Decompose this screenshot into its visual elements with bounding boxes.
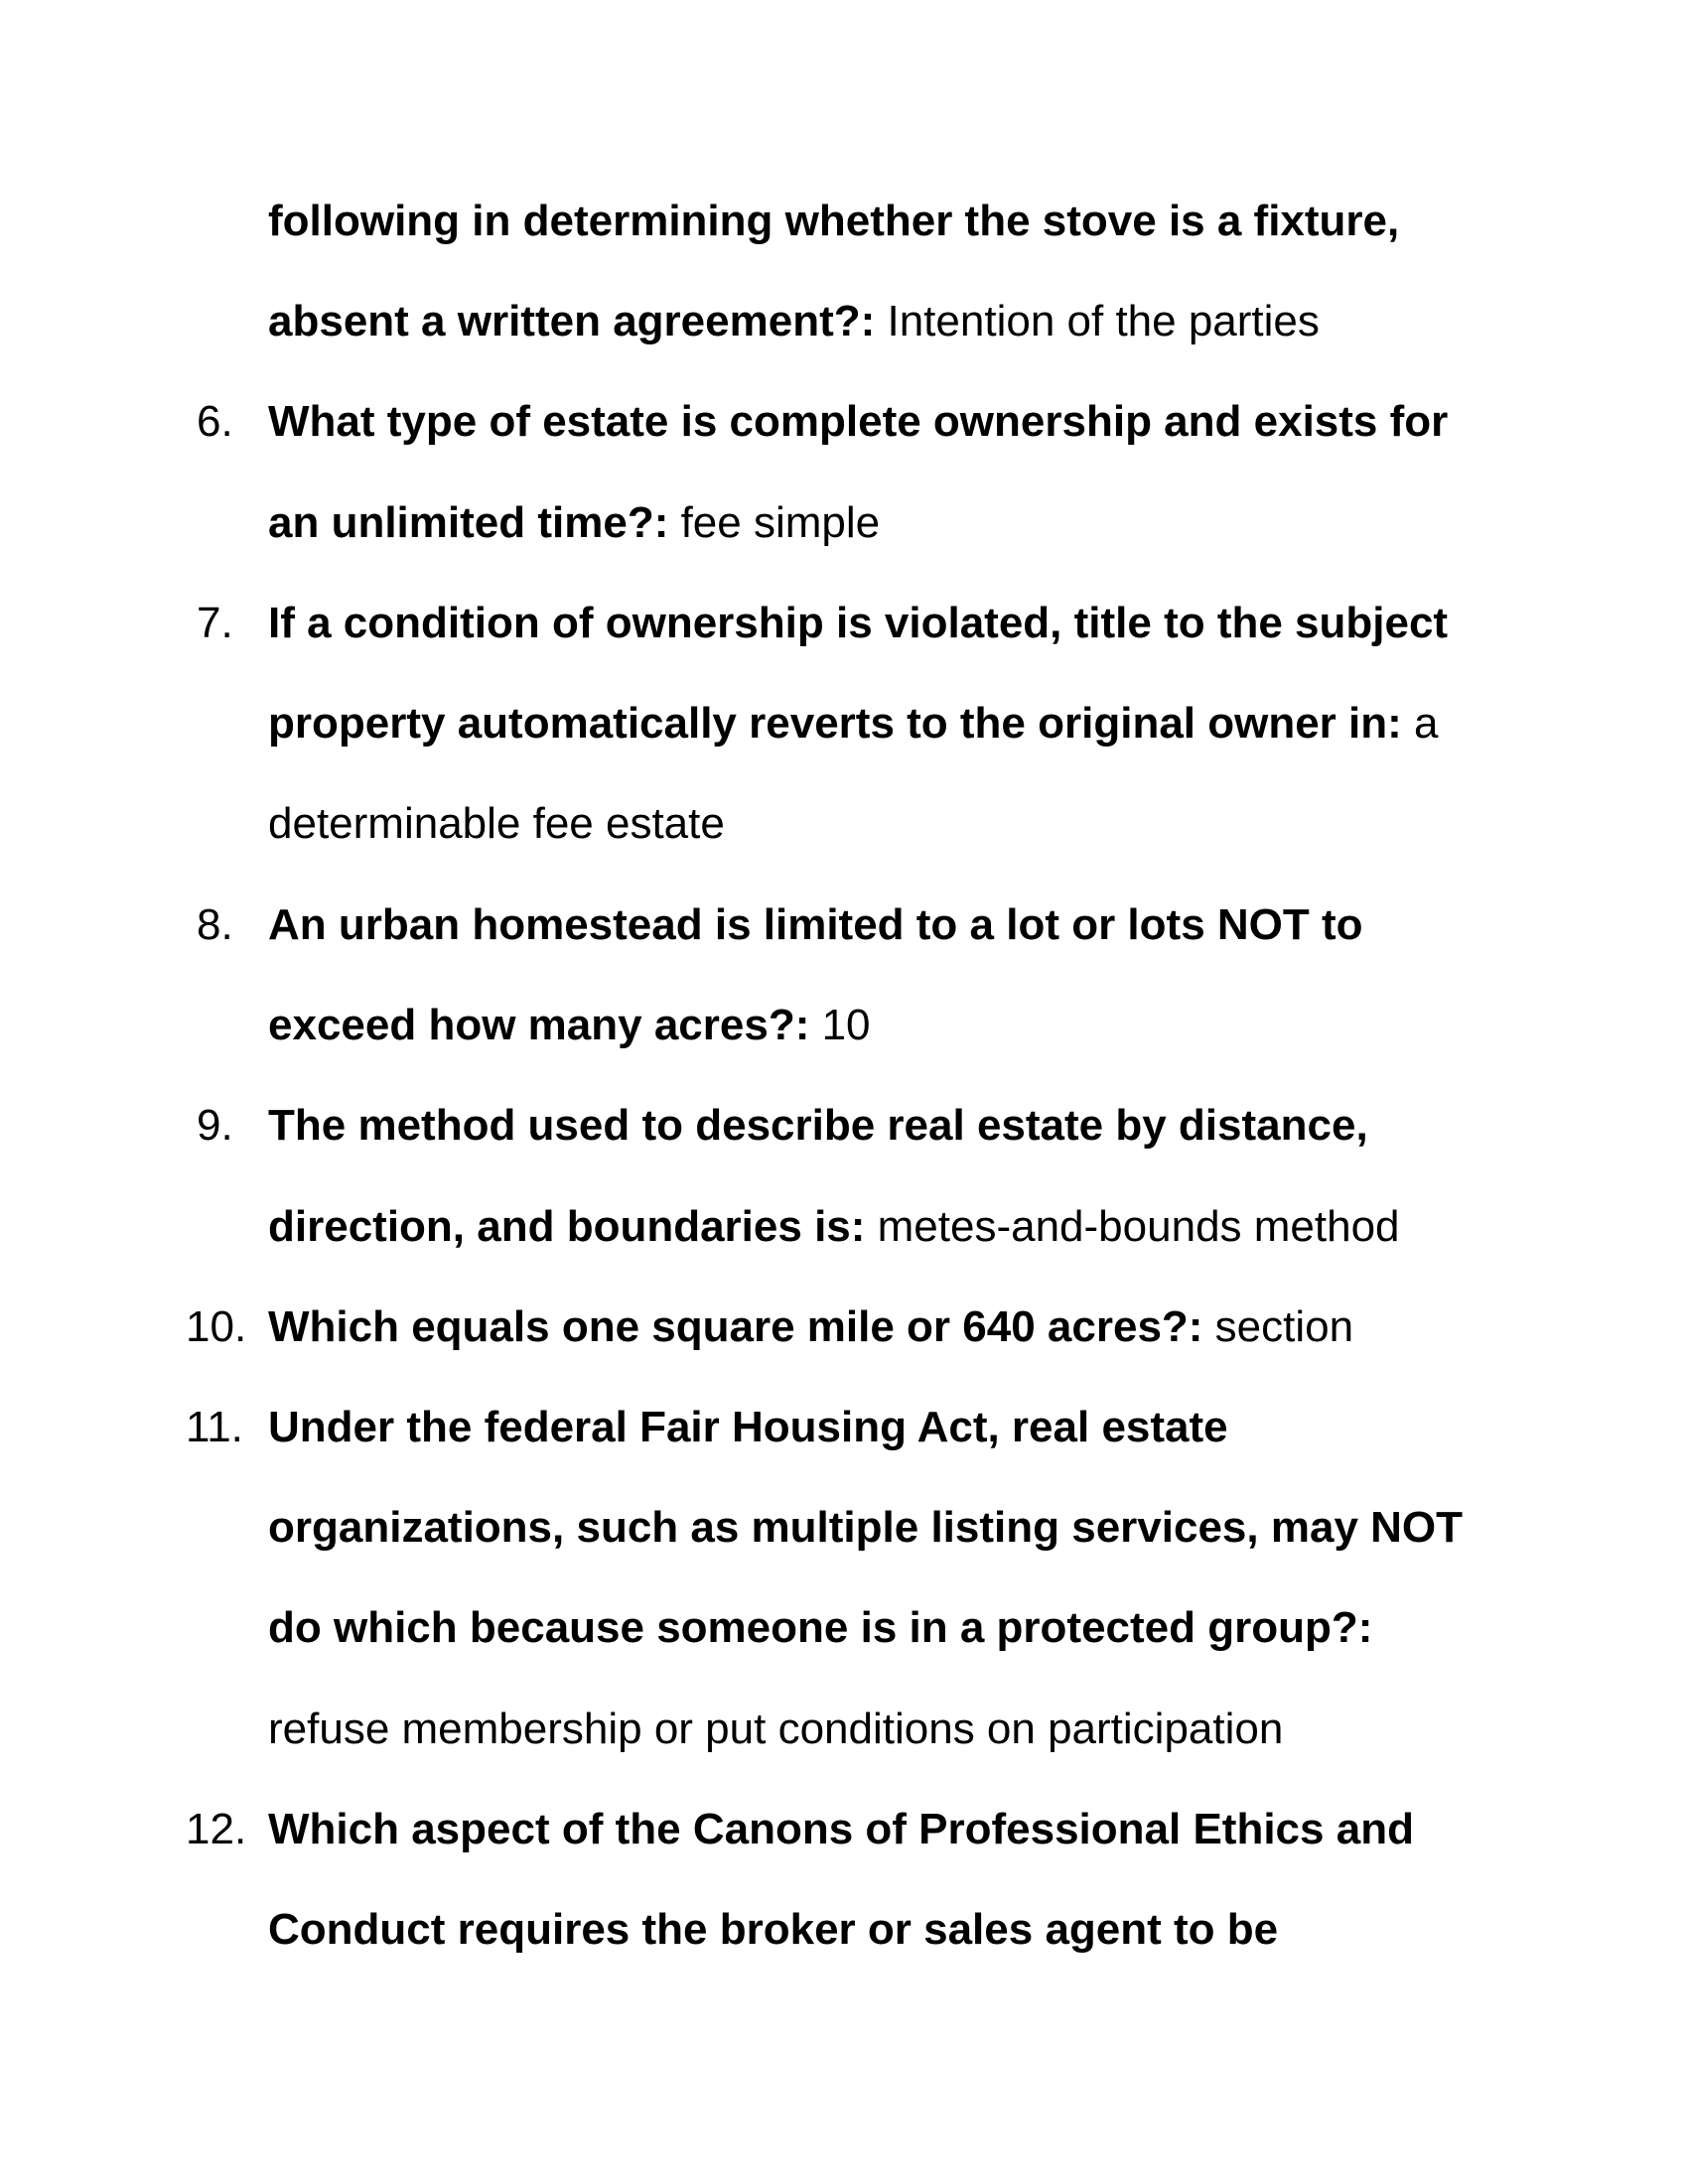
item-11-line-3: do which because someone is in a protected group?:: [268, 1603, 1373, 1652]
item-12-line-2: Conduct requires the broker or sales agent to be: [268, 1905, 1279, 1954]
item-6-line-2: an unlimited time?: fee simple: [268, 498, 881, 547]
item-5-line-2: absent a written agreement?: Intention of the parties: [268, 297, 1320, 345]
item-7-line-3: determinable fee estate: [268, 799, 725, 848]
item-11-line-1: Under the federal Fair Housing Act, real estate: [268, 1403, 1228, 1451]
item-7-line-1: If a condition of ownership is violated, title to the subject: [268, 599, 1449, 647]
item-8-line-2: exceed how many acres?: 10: [268, 1001, 871, 1049]
item-number: 11.: [186, 1403, 243, 1451]
item-11-line-4: refuse membership or put conditions on participation: [268, 1705, 1284, 1753]
item-9-line-1: The method used to describe real estate by distance,: [268, 1101, 1368, 1150]
item-number: 12.: [186, 1805, 247, 1853]
item-7-line-2: property automatically reverts to the original owner in: a: [268, 699, 1439, 748]
item-number: 9.: [197, 1101, 233, 1150]
item-5-line-1: following in determining whether the stove is a fixture,: [268, 197, 1400, 245]
item-number: 10.: [186, 1302, 247, 1351]
item-10-line-1: Which equals one square mile or 640 acres?: section: [268, 1302, 1354, 1351]
item-11-line-2: organizations, such as multiple listing services, may NOT: [268, 1503, 1464, 1552]
item-number: 6.: [197, 397, 233, 446]
item-6-line-1: What type of estate is complete ownership and exists for: [268, 397, 1449, 446]
item-12-line-1: Which aspect of the Canons of Professional Ethics and: [268, 1805, 1414, 1853]
item-8-line-1: An urban homestead is limited to a lot or lots NOT to: [268, 900, 1363, 949]
item-number: 8.: [197, 900, 233, 949]
item-9-line-2: direction, and boundaries is: metes-and-bounds method: [268, 1202, 1400, 1251]
item-number: 7.: [197, 599, 233, 647]
